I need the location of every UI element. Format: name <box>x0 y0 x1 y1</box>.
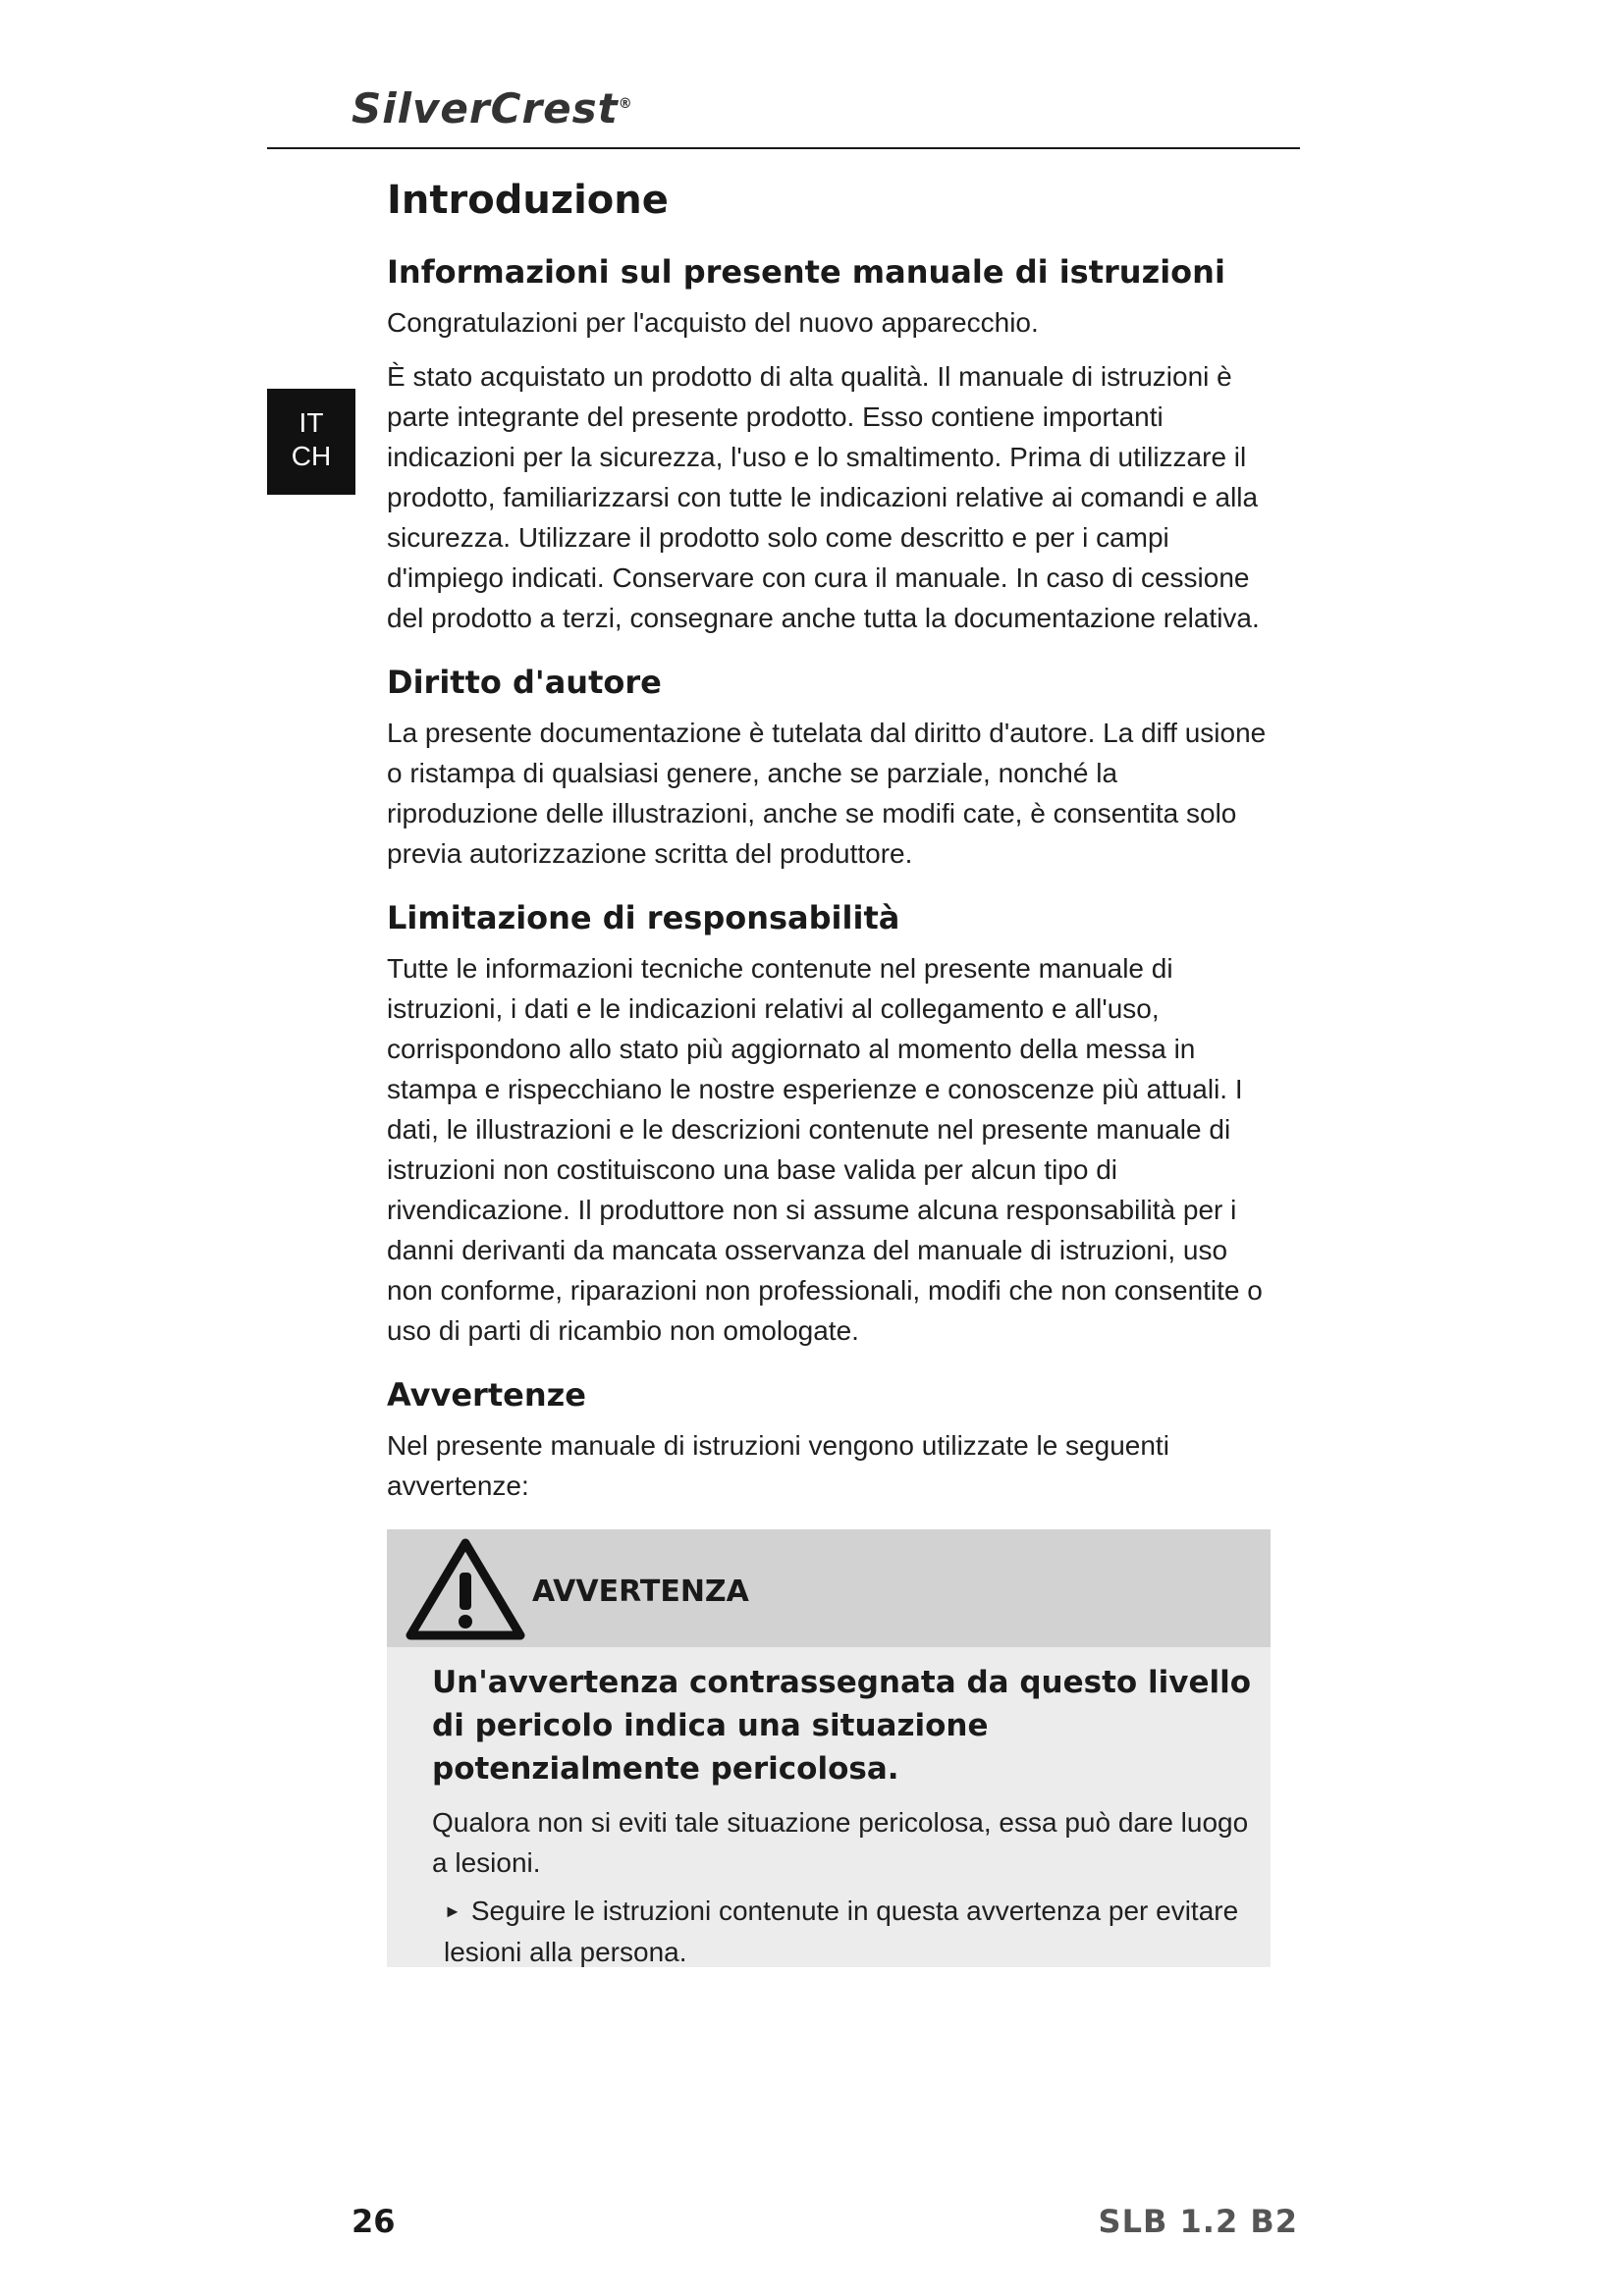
language-code-ch: CH <box>291 441 332 471</box>
section-heading: Limitazione di responsabilità <box>387 899 900 936</box>
brand-logo <box>352 84 633 133</box>
model-number: SLB 1.2 B2 <box>1098 2203 1298 2240</box>
section-copyright <box>387 660 1271 874</box>
language-tab <box>267 389 355 495</box>
header-divider <box>267 147 1300 149</box>
warning-box <box>387 1529 1271 1967</box>
section-heading: Informazioni sul presente manuale di istruzioni <box>387 253 1225 291</box>
section-heading: Diritto d'autore <box>387 664 662 701</box>
paragraph: Tutte le informazioni tecniche contenute nel presente manuale di istruzioni, i dati e le indicazioni relativi al collegamento e all'uso, corrispondono allo stato più aggiornato al momento della messa in stampa e rispecchiano le nostre esperienze e conoscenze più attuali. I dati, le illustrazioni e le descrizioni contenute nel presente manuale di istruzioni non costituiscono una base valida per alcun tipo di rivendicazione. Il produttore non si assume alcuna responsabilità per i danni derivanti da mancata osservanza del manuale di istruzioni, uso non conforme, riparazioni non professionali, modifi che non consentite o uso di parti di ricambio non omologate. <box>387 953 1263 1346</box>
paragraph: Nel presente manuale di istruzioni vengono utilizzate le seguenti avvertenze: <box>387 1430 1169 1501</box>
page-title: Introduzione <box>387 178 669 223</box>
section-warnings <box>387 1372 1271 1506</box>
language-code-it: IT <box>298 407 324 438</box>
warning-header <box>387 1529 1271 1647</box>
paragraph: La presente documentazione è tutelata dal diritto d'autore. La diff usione o ristampa di qualsiasi genere, anche se parziale, nonché la riproduzione delle illustrazioni, anche se modifi cate, è consentita solo previa autorizzazione scritta del produttore. <box>387 718 1267 869</box>
warning-title: AVVERTENZA <box>532 1575 749 1609</box>
page-number: 26 <box>352 2203 396 2240</box>
paragraph: È stato acquistato un prodotto di alta qualità. Il manuale di istruzioni è parte integrante del presente prodotto. Esso contiene importanti indicazioni per la sicurezza, l'uso e lo smaltimento. Prima di utilizzare il prodotto, familiarizzarsi con tutte le indicazioni relative ai comandi e alla sicurezza. Utilizzare il prodotto solo come descritto e per i campi d'impiego indicati. Conservare con cura il manuale. In caso di cessione del prodotto a terzi, consegnare anche tutta la documentazione relativa. <box>387 361 1260 633</box>
brand-name: SilverCrest <box>352 84 619 133</box>
section-heading: Avvertenze <box>387 1376 586 1414</box>
registered-mark: ® <box>618 96 633 112</box>
section-manual-info <box>387 249 1271 638</box>
warning-text: Qualora non si eviti tale situazione pericolosa, essa può dare luogo a lesioni. <box>432 1807 1249 1878</box>
section-liability <box>387 895 1271 1351</box>
warning-lead: Un'avvertenza contrassegnata da questo livello di pericolo indica una situazione potenzialmente pericolosa. <box>432 1665 1252 1787</box>
warning-triangle-icon <box>405 1537 526 1641</box>
warning-body <box>387 1647 1267 1972</box>
warning-instruction <box>432 1891 1267 1972</box>
main-content <box>387 171 1271 1527</box>
arrow-right-icon: ► <box>444 1901 461 1921</box>
paragraph: Congratulazioni per l'acquisto del nuovo apparecchio. <box>387 307 1039 338</box>
warning-step-text: Seguire le istruzioni contenute in questa avvertenza per evitare lesioni alla persona. <box>444 1896 1239 1967</box>
